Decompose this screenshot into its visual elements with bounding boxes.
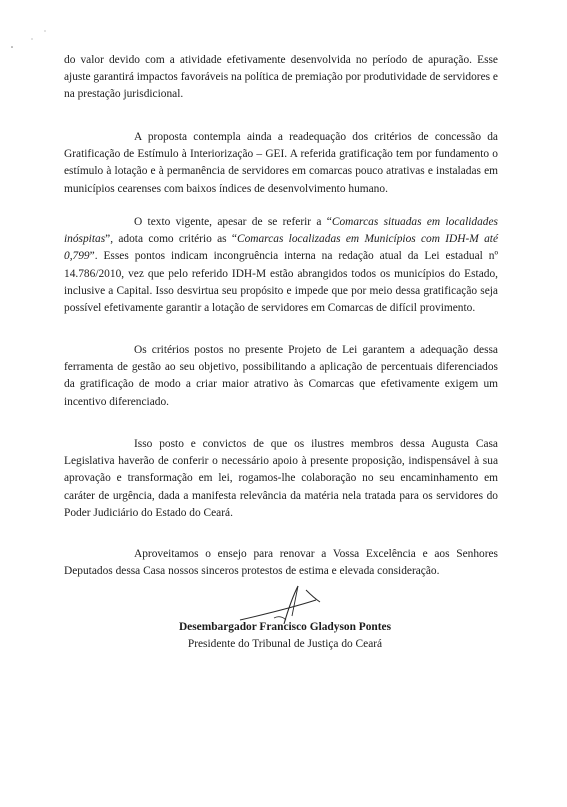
quote-comarcas-inospitas: Comarcas situadas em localidades inóspitas <box>64 216 498 246</box>
signatory-name: Desembargador Francisco Gladyson Pontes <box>178 621 392 633</box>
paragraph-2: A proposta contempla ainda a readequação dos critérios de concessão da Gratificação de Estímulo à Interiorização – GEI. A referida gratificação tem por fundamento o estímulo à lotação e à permanência de servidores em comarcas pouco atrativas e instaladas em municípios cearenses com baixos índices de desenvolvimento humano. <box>64 131 498 195</box>
paragraph-6: Aproveitamos o ensejo para renovar a Vossa Excelência e aos Senhores Deputados dessa Casa nossos sinceros protestos de estima e elevada consideração. <box>64 548 498 578</box>
paragraph-1: do valor devido com a atividade efetivamente desenvolvida no período de apuração. Esse ajuste garantirá impactos favoráveis na política de premiação por produtividade de servidores e na prestação jurisdicional. <box>64 54 498 101</box>
paragraph-3-part-c: ”, adota como critério as “ <box>105 233 237 246</box>
quote-comarcas-idh: Comarcas localizadas em Municípios com IDH-M até 0,799 <box>64 233 499 263</box>
paragraph-3-part-a: O texto vigente, apesar de se referir a “ <box>134 216 332 228</box>
paragraph-4: Os critérios postos no presente Projeto de Lei garantem a adequação dessa ferramenta de gestão ao seu objetivo, possibilitando a aplicação de percentuais diferenciados da gratificação de modo a criar maior atrativo às Comarcas que efetivamente exigem um incentivo diferenciado. <box>64 344 498 408</box>
paragraph-5: Isso posto e convictos de que os ilustres membros dessa Augusta Casa Legislativa haverão de conferir o necessário apoio à presente proposição, indispensável à sua aprovação e transformação em lei, rogamos-lhe colaboração no seu encaminhamento em caráter de urgência, dada a manifesta relevância da matéria nela tratada para os servidores do Poder Judiciário do Estado do Ceará. <box>64 438 498 519</box>
paragraph-3 <box>64 214 498 317</box>
paragraph-3-part-e: ”. Esses pontos indicam incongruência interna na redação atual da Lei estadual nº 14.786/2010, vez que pelo referido IDH-M estão abrangidos todos os municípios do Estado, inclusive a Capital. Isso desvirtua seu propósito e impede que por meio dessa gratificação seja possível efetivamente garantir a lotação de servidores em Comarcas de difícil provimento. <box>64 250 498 315</box>
scan-specks <box>10 25 50 55</box>
signatory-title: Presidente do Tribunal de Justiça do Ceará <box>187 638 383 650</box>
